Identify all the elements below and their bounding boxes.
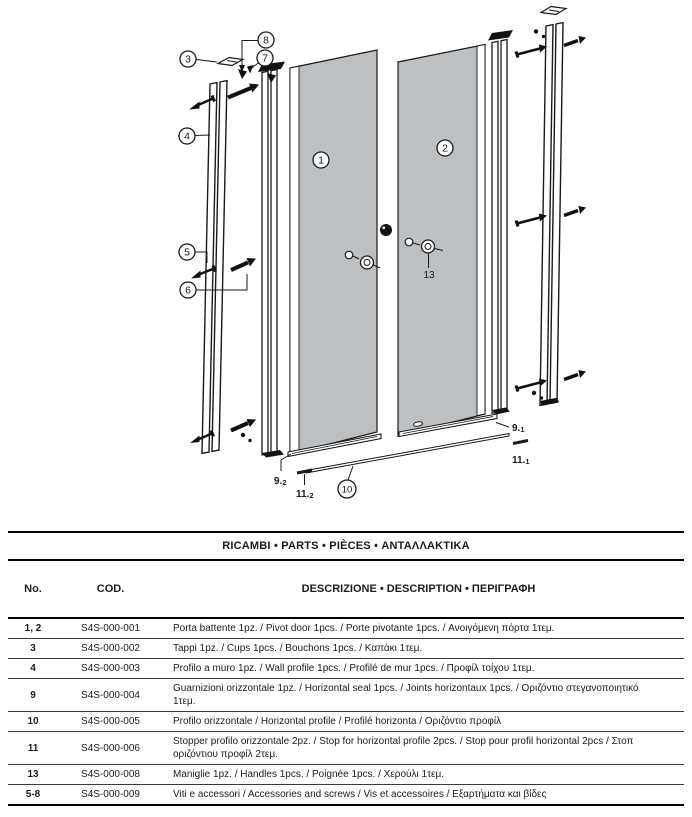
row-desc: Stopper profilo orizzontale 2pz. / Stop for horizontal profile 2pcs. / Stop pour profil horizontal 2pcs / Στοπ οριζόντιου προφίλ 2τεμ. bbox=[173, 736, 634, 760]
row-no: 9 bbox=[30, 689, 36, 701]
callout-5-text: 5 bbox=[184, 246, 190, 259]
door1-hinge-profile bbox=[258, 62, 285, 458]
table-row bbox=[8, 659, 684, 679]
row-cod: S4S-000-001 bbox=[81, 623, 140, 634]
label-9-1: 9.1 bbox=[512, 423, 525, 434]
table-row bbox=[8, 679, 684, 712]
row-cod: S4S-000-004 bbox=[81, 689, 140, 701]
label-11-2: 11.2 bbox=[296, 489, 314, 500]
callout-3 bbox=[180, 51, 196, 67]
door2-hinge-profile bbox=[488, 30, 513, 415]
row-no: 11 bbox=[27, 742, 39, 754]
row-desc: Maniglie 1pz. / Handles 1pcs. / Poignée 1pcs. / Χερούλι 1τεμ. bbox=[173, 769, 445, 780]
row-no: 13 bbox=[27, 769, 39, 780]
table-row bbox=[8, 765, 684, 785]
callout-2-text: 2 bbox=[442, 142, 448, 155]
row-cod: S4S-000-005 bbox=[81, 716, 140, 727]
row-desc: Porta battente 1pz. / Pivot door 1pcs. / Porte pivotante 1pcs. / Ανοιγόμενη πόρτα 1τεμ. bbox=[173, 623, 555, 634]
door-panel-1 bbox=[290, 50, 377, 454]
callout-6 bbox=[180, 282, 196, 298]
pivot-knob bbox=[380, 224, 392, 236]
row-cod: S4S-000-009 bbox=[81, 789, 140, 800]
callout-7 bbox=[257, 50, 273, 66]
row-no: 1, 2 bbox=[24, 623, 42, 634]
column-header-desc: DESCRIZIONE • DESCRIPTION • ΠΕΡΙΓΡΑΦΗ bbox=[301, 583, 536, 595]
row-no: 10 bbox=[27, 716, 39, 727]
callout-8 bbox=[258, 32, 274, 48]
callout-10 bbox=[338, 480, 356, 498]
callout-2 bbox=[437, 140, 453, 156]
row-no: 3 bbox=[30, 643, 36, 654]
table-row bbox=[8, 732, 684, 765]
small-parts-7-8 bbox=[238, 69, 276, 83]
wall-profile-right bbox=[540, 7, 566, 406]
row-desc: Profilo orizzontale / Horizontal profile / Profilé horizonta / Οριζόντιο προφίλ bbox=[173, 716, 502, 727]
row-cod: S4S-000-006 bbox=[81, 742, 140, 754]
table-row bbox=[8, 639, 684, 659]
label-13: 13 bbox=[423, 270, 435, 281]
row-cod: S4S-000-002 bbox=[81, 643, 140, 654]
table-title: RICAMBI • PARTS • PIÈCES • ΑΝΤΑΛΛΑΚΤΙΚΑ bbox=[222, 540, 470, 552]
parts-table bbox=[8, 531, 684, 806]
column-header-cod: COD. bbox=[96, 583, 125, 595]
callout-3-text: 3 bbox=[185, 53, 191, 66]
table-header-row bbox=[8, 561, 684, 617]
cap-part3 bbox=[218, 58, 243, 66]
callout-4-text: 4 bbox=[184, 130, 190, 143]
table-row bbox=[8, 785, 684, 804]
row-no: 4 bbox=[30, 663, 36, 674]
row-desc: Guarnizioni orizzontale 1pz. / Horizontal seal 1pcs. / Joints horizontaux 1pcs. / Οριζόντιο στεγανοποιητικό 1τεμ. bbox=[173, 683, 639, 707]
row-desc: Tappi 1pz. / Cups 1pcs. / Bouchons 1pcs. / Καπάκι 1τεμ. bbox=[173, 643, 423, 654]
column-header-no: No. bbox=[24, 583, 42, 595]
callout-10-text: 10 bbox=[341, 484, 353, 496]
table-row bbox=[8, 712, 684, 732]
callout-6-text: 6 bbox=[185, 284, 191, 297]
callout-1 bbox=[313, 152, 329, 168]
label-9-2: 9.2 bbox=[274, 476, 287, 487]
callout-7-text: 7 bbox=[262, 52, 268, 65]
callout-4 bbox=[179, 128, 195, 144]
row-cod: S4S-000-003 bbox=[81, 663, 140, 674]
table-rows bbox=[8, 619, 684, 806]
callout-1-text: 1 bbox=[318, 154, 324, 167]
row-cod: S4S-000-008 bbox=[81, 769, 140, 780]
label-11-1: 11.1 bbox=[512, 455, 530, 466]
row-desc: Viti e accessori / Accessories and screws / Vis et accessoires / Εξαρτήματα και βίδες bbox=[173, 789, 547, 800]
row-desc: Profilo a muro 1pz. / Wall profile 1pcs. / Profilé de mur 1pcs. / Προφίλ τοίχου 1τεμ. bbox=[173, 663, 535, 674]
callout-8-text: 8 bbox=[263, 34, 269, 47]
row-no: 5-8 bbox=[25, 789, 41, 800]
table-row bbox=[8, 619, 684, 639]
callout-5 bbox=[179, 244, 195, 260]
